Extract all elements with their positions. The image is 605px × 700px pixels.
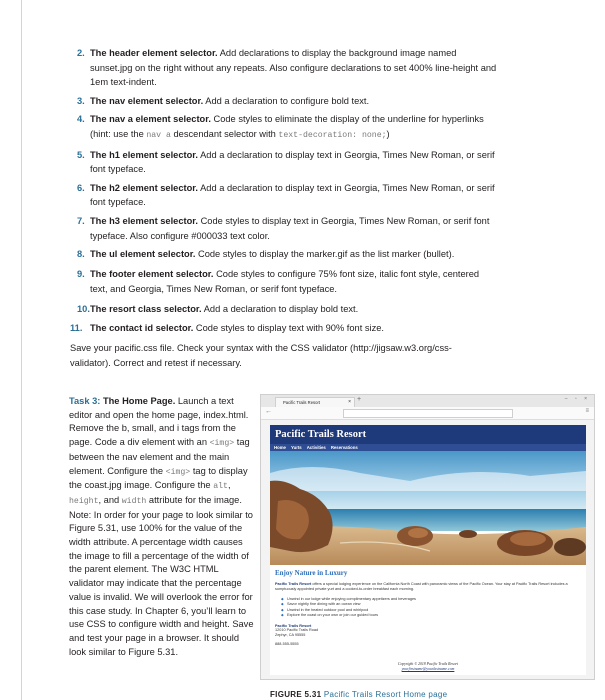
- step-number: 9.: [77, 269, 85, 280]
- step-item: [77, 112, 497, 143]
- address-bar: [261, 407, 594, 420]
- list-item: ◆ Explore the coast on your own or join our guided tours: [287, 613, 581, 618]
- code-snippet: text-decoration: none;: [278, 130, 387, 140]
- step-text: Add a declaration to configure bold text.: [203, 95, 370, 106]
- feature-list: [275, 597, 581, 619]
- step-number: 3.: [77, 95, 85, 106]
- resort-name: Pacific Trails Resort: [275, 582, 312, 586]
- step-lead: The h3 element selector.: [90, 215, 198, 226]
- step-text: Code styles to display text with 90% font size.: [193, 322, 385, 333]
- step-text: Code styles to configure 75% font size, italic font style, centered text, and Georgia, Times New Roman, or serif font typeface.: [90, 269, 480, 294]
- step-item: [77, 46, 497, 90]
- intro-text: offers a special lodging experience on the California North Coast with panoramic views of the Pacific Ocean. Your stay at Pacific Trails Resort includes a sumptuously appointed private yurt and a cooked-to-order breakfast each morning.: [275, 582, 568, 591]
- figure-caption-text: Pacific Trails Resort Home page: [323, 690, 448, 699]
- footer-copyright: Copyright © 2018 Pacific Trails Resort: [397, 662, 459, 667]
- contact-phone: 888-555-5555: [275, 642, 299, 647]
- nav-link-home[interactable]: Home: [274, 445, 286, 450]
- task3-body: ,: [227, 480, 231, 491]
- step-number: 11.: [70, 322, 83, 333]
- nav-link-reservations[interactable]: Reservations: [330, 445, 358, 450]
- site-title: Pacific Trails Resort: [270, 425, 586, 444]
- site-nav: [270, 444, 586, 451]
- step-number: 8.: [77, 249, 85, 260]
- step-text: Code styles to display text in Georgia, Times New Roman, or serif font typeface. Also configure #000033 text color.: [90, 215, 490, 241]
- code-snippet: <img>: [165, 467, 191, 477]
- task3-body: Launch a text editor and open the home page, index.html. Remove the b, small, and i tags from the page. Code a div element with an: [69, 396, 249, 448]
- intro-paragraph: [275, 582, 581, 592]
- task3-text: [69, 395, 255, 659]
- step-text: Add a declaration to display text in Georgia, Times New Roman, or serif font typeface.: [90, 182, 495, 208]
- step-lead: The nav element selector.: [90, 95, 204, 106]
- step-number: 10.: [77, 304, 90, 315]
- step-item: [77, 267, 497, 296]
- url-input[interactable]: [343, 409, 513, 418]
- task3-body: , and: [98, 494, 122, 505]
- address-line: 12010 Pacific Trails Road: [275, 628, 319, 633]
- step-item: [77, 94, 497, 109]
- browser-window: [260, 394, 595, 680]
- list-item: ◆ Unwind in the heated outdoor pool and whirlpool: [287, 608, 581, 613]
- section-heading: Enjoy Nature in Luxury: [275, 569, 348, 577]
- figure-label: FIGURE 5.31: [270, 690, 322, 699]
- footer-email-link[interactable]: yourfirstname@yourlastname.com: [401, 667, 455, 672]
- step-number: 6.: [77, 182, 85, 193]
- step-lead: The h2 element selector.: [90, 182, 198, 193]
- step-text: Add declarations to display the background image named sunset.jpg on the right without any repeats. Also configure declarations to set 400% line-height and 1em text-indent.: [90, 48, 497, 88]
- task3-body: tag between the nav element and the main element. Configure the: [69, 437, 250, 476]
- contact-address: [275, 624, 581, 638]
- code-snippet: width: [121, 496, 147, 506]
- step-item: [77, 181, 497, 210]
- site-footer: [270, 662, 586, 675]
- tab-title: Pacific Trails Resort: [283, 400, 320, 405]
- step-lead: The header element selector.: [90, 48, 218, 58]
- step-lead: The ul element selector.: [90, 249, 196, 260]
- step-item: [77, 148, 497, 177]
- code-snippet: <img>: [209, 439, 235, 449]
- step-item: [70, 321, 497, 336]
- browser-tab-bar: [261, 395, 594, 407]
- save-note: Save your pacific.css file. Check your syntax with the CSS validator (http://jigsaw.w3.org/css-validator). Correct and retest if necessary.: [70, 343, 452, 368]
- code-snippet: alt: [213, 482, 228, 492]
- task3-body: attribute for the image. Note: In order for your page to look similar to Figure 5.31, use 100% for the value of the width attribute. A percentage width causes the image to fill a percentage of the width of the parent element. The W3C HTML validator may indicate that the percentage value is invalid. We will overlook the error for this case study. In Chapter 6, you’ll learn to use CSS to configure width and height. Save and test your page in a browser. It should look similar to Figure 5.31.: [69, 494, 254, 657]
- step-lead: The contact id selector.: [90, 322, 194, 333]
- task3-label: Task 3:: [69, 396, 101, 406]
- step-text: Code styles to display the marker.gif as the list marker (bullet).: [195, 249, 455, 260]
- menu-icon[interactable]: ≡: [585, 408, 589, 414]
- nav-link-activities[interactable]: Activities: [306, 445, 326, 450]
- step-text: ): [386, 128, 390, 139]
- address-line: Zephyr, CA 95555: [275, 633, 306, 638]
- nav-link-yurts[interactable]: Yurts: [290, 445, 302, 450]
- step-lead: The nav a element selector.: [90, 114, 211, 125]
- new-tab-icon[interactable]: +: [357, 396, 362, 403]
- code-snippet: nav a: [146, 130, 171, 140]
- step-lead: The h1 element selector.: [90, 149, 198, 160]
- back-arrow-icon[interactable]: ←: [265, 408, 272, 415]
- close-icon[interactable]: ×: [348, 399, 351, 405]
- step-item: [77, 302, 497, 317]
- address-name: Pacific Trails Resort: [275, 623, 312, 628]
- step-lead: The footer element selector.: [90, 269, 214, 280]
- list-item: ◆ Savor nightly fine dining with an ocean view: [287, 602, 581, 607]
- step-number: 2.: [77, 48, 85, 58]
- task3-title: The Home Page.: [102, 396, 176, 406]
- website-page: [270, 425, 586, 675]
- site-content: [270, 565, 586, 646]
- page-margin-rule: [21, 0, 22, 700]
- list-item: ◆ Unwind in our lodge while enjoying complimentary appetizers and beverages: [287, 597, 581, 602]
- browser-tab[interactable]: [275, 397, 355, 407]
- step-text: Code styles to eliminate the display of the underline for hyperlinks (hint: use the: [90, 114, 484, 139]
- code-snippet: height: [69, 496, 99, 506]
- step-text: Add a declaration to display bold text.: [201, 304, 359, 315]
- figure-caption: [270, 690, 447, 699]
- step-item: [77, 247, 497, 262]
- step-text: Add a declaration to display text in Georgia, Times New Roman, or serif font typeface.: [90, 149, 495, 175]
- step-number: 5.: [77, 149, 85, 160]
- step-number: 7.: [77, 215, 85, 226]
- step-text: descendant selector with: [170, 128, 279, 139]
- step-lead: The resort class selector.: [90, 304, 202, 315]
- step-list: [70, 46, 497, 341]
- window-controls[interactable]: – ▫ ×: [564, 396, 590, 402]
- step-number: 4.: [77, 114, 85, 125]
- coast-hero-image: [270, 451, 586, 565]
- task3-body: tag to display the coast.jpg image. Configure the: [69, 465, 248, 491]
- step-item: [77, 214, 497, 243]
